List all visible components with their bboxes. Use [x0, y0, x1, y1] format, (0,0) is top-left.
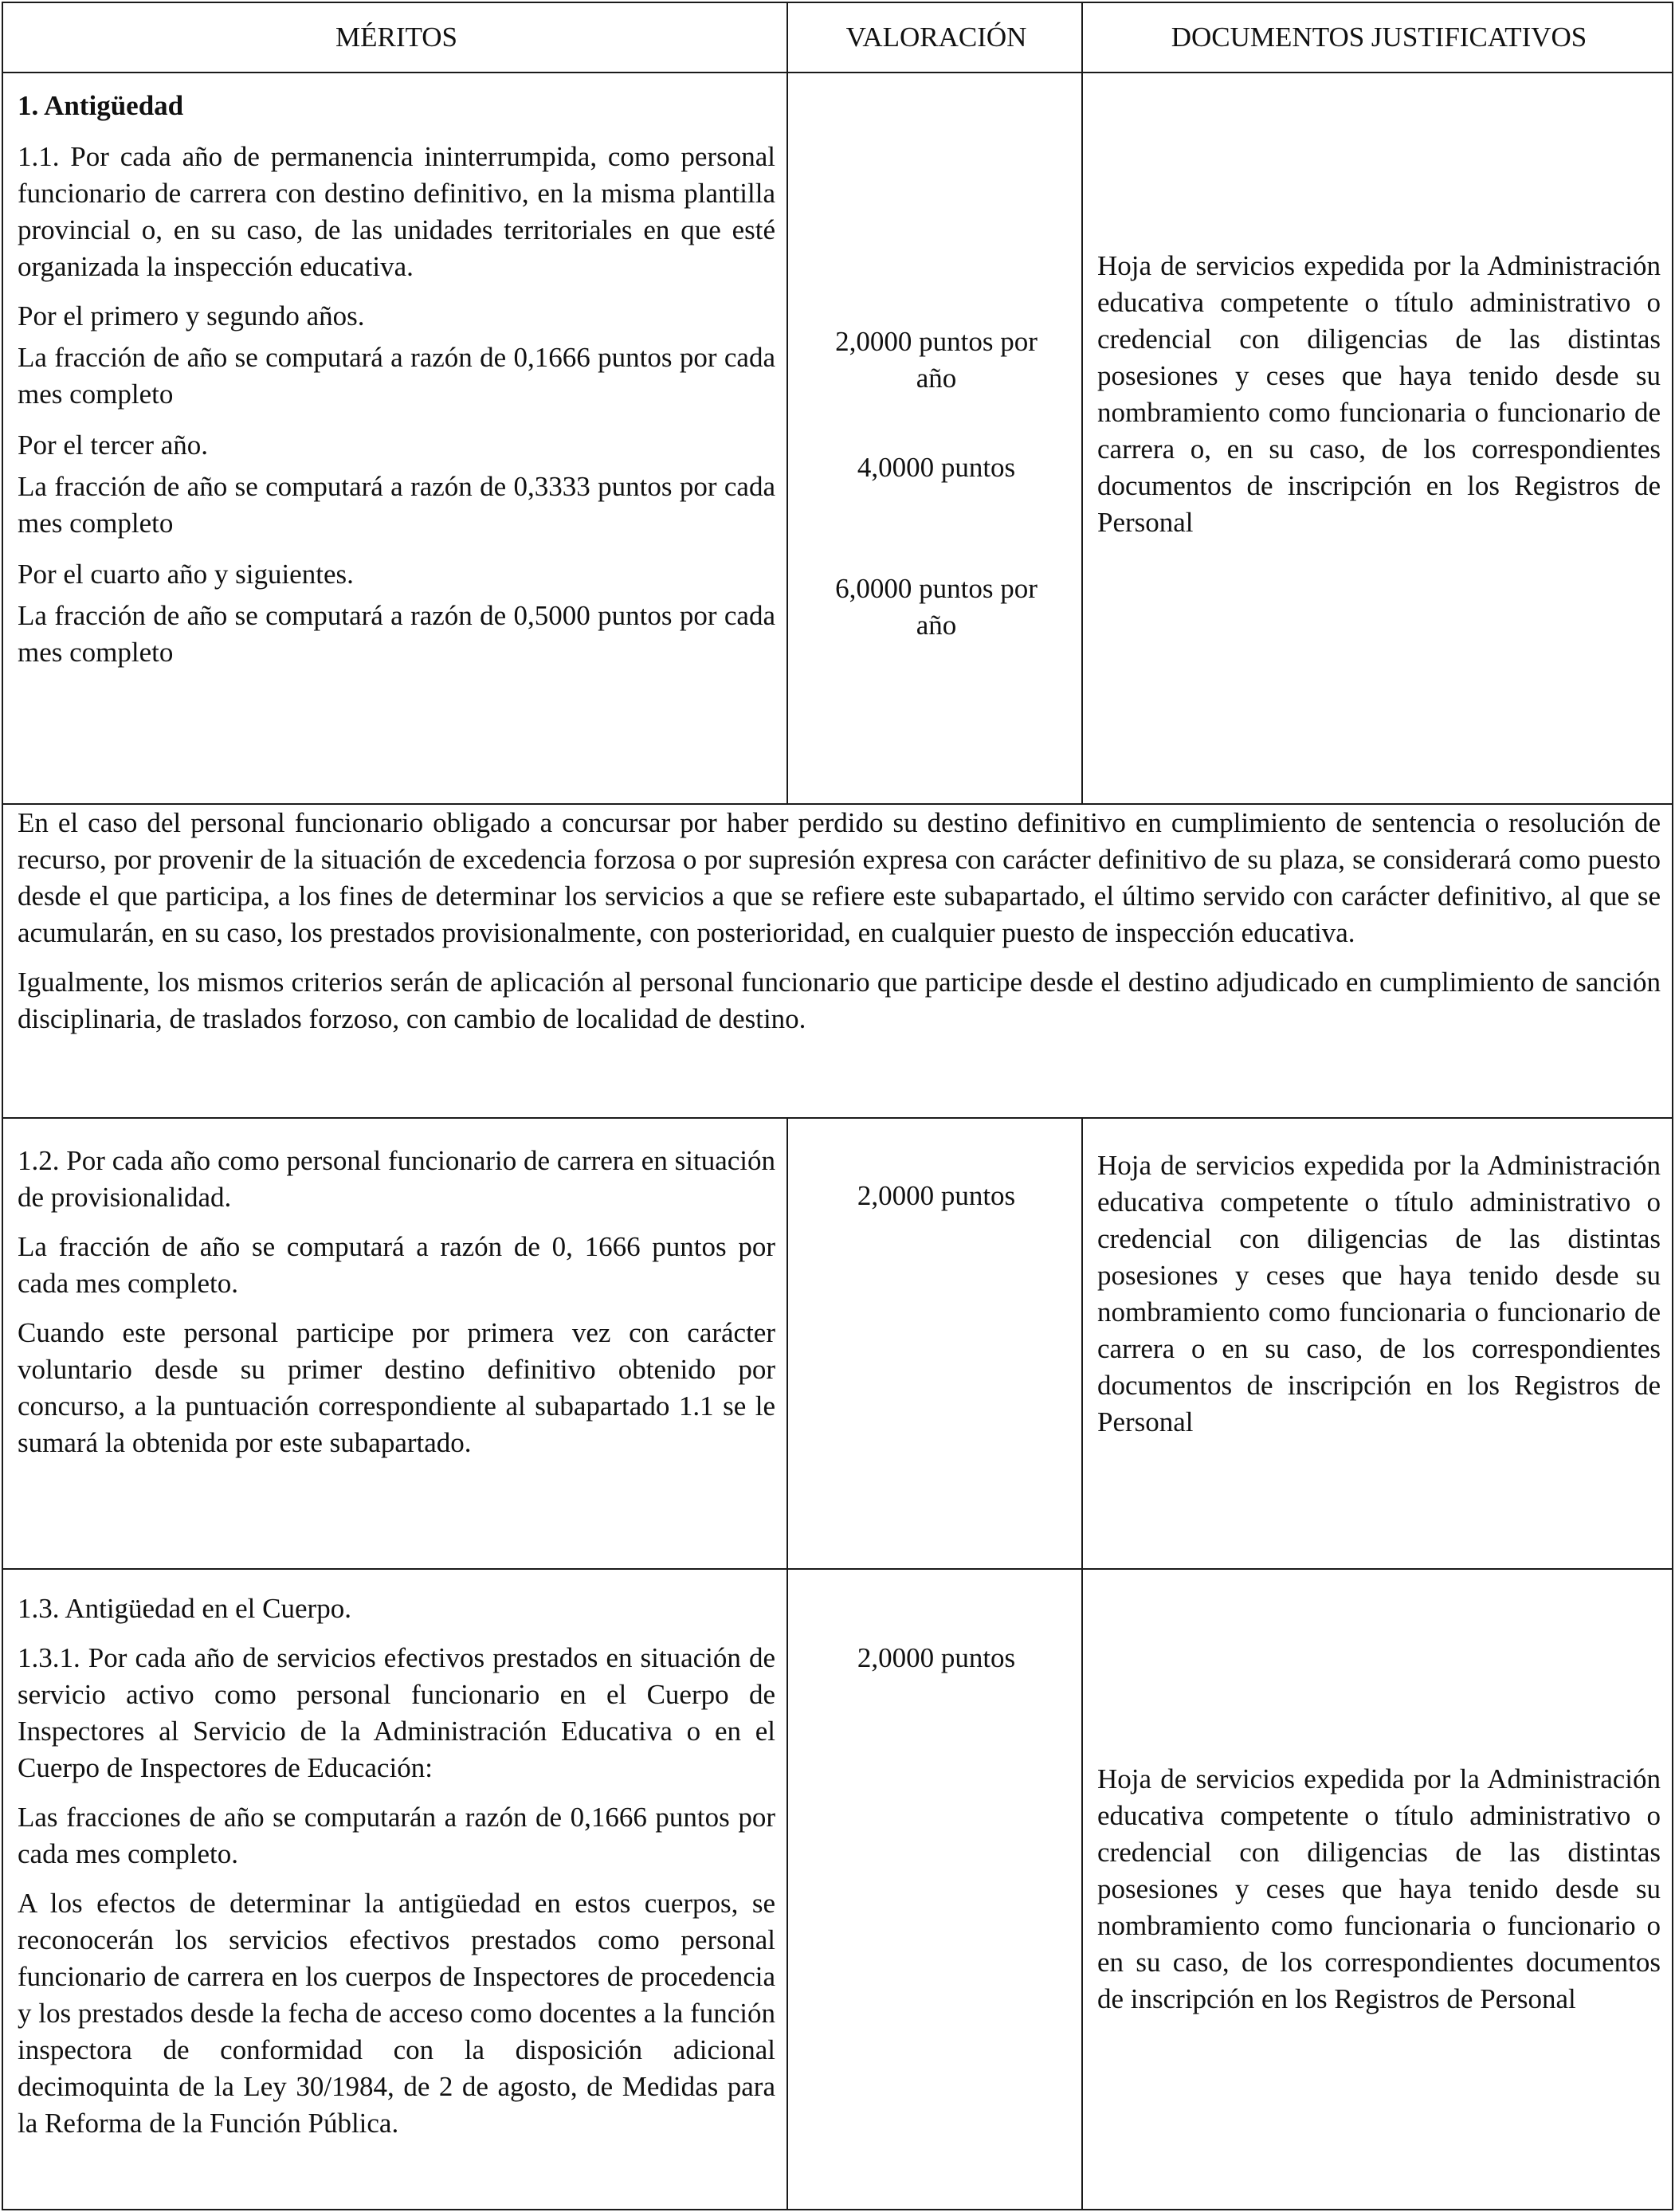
paragraph-1-3-1: 1.3.1. Por cada año de servicios efectivos prestados en situación de servicio activo como personal funcionario en el Cuerpo de Inspectores al Servicio de la Administración Educativa o en el Cuerpo de Inspectores de Educación:: [18, 1642, 775, 1783]
fourth-year: Por el cuarto año y siguientes.: [18, 559, 354, 590]
paragraph-1-3-fraction: Las fracciones de año se computarán a razón de 0,1666 puntos por cada mes completo.: [18, 1802, 775, 1869]
row-provisionalidad: [2, 1118, 1673, 1569]
first-fraction: La fracción de año se computará a razón de 0,1666 puntos por cada mes completo: [18, 342, 775, 410]
first-years: Por el primero y segundo años.: [18, 300, 365, 331]
val-third-year: 4,0000 puntos: [857, 452, 1016, 483]
paragraph-1-1: 1.1. Por cada año de permanencia ininterrumpida, como personal funcionario de carrera con destino definitivo, en la misma plantilla provincial o, en su caso, de las unidades territoriales en que esté organizada la inspección educativa.: [18, 141, 775, 282]
merits-table: [2, 2, 1673, 2210]
cell-note: [2, 804, 1673, 1118]
row-note: [2, 804, 1673, 1118]
paragraph-1-2-note: Cuando este personal participe por primera vez con carácter voluntario desde su primer destino definitivo obtenido por concurso, a la puntuación correspondiente al subapartado 1.1 se le sumará la obtenida por este subapartado.: [18, 1317, 775, 1458]
third-year: Por el tercer año.: [18, 429, 209, 461]
section-title: 1. Antigüedad: [18, 90, 184, 121]
header-documentos: DOCUMENTOS JUSTIFICATIVOS: [1082, 2, 1673, 73]
cell-meritos-1-2: [2, 1118, 787, 1569]
cell-valoracion-1-1: [787, 73, 1082, 804]
cell-documentos-1-3: [1082, 1569, 1673, 2210]
row-antiguedad: [2, 73, 1673, 804]
fourth-fraction: La fracción de año se computará a razón de 0,5000 puntos por cada mes completo: [18, 600, 775, 668]
docs-1-2: Hoja de servicios expedida por la Administración educativa competente o título administrativo o credencial con diligencias de las distintas posesiones y ceses que haya tenido desde su nombramiento como funcionaria o funcionario de carrera o en su caso, de los correspondientes documentos de inscripción en los Registros de Personal: [1097, 1150, 1661, 1437]
paragraph-1-2: 1.2. Por cada año como personal funcionario de carrera en situación de provisionalidad.: [18, 1145, 775, 1213]
cell-meritos-1-1: [2, 73, 787, 804]
section-1-3-title: 1.3. Antigüedad en el Cuerpo.: [18, 1593, 351, 1624]
paragraph-1-2-fraction: La fracción de año se computará a razón de 0, 1666 puntos por cada mes completo.: [18, 1231, 775, 1299]
paragraph-1-3-recognition: A los efectos de determinar la antigüedad en estos cuerpos, se reconocerán los servicios efectivos prestados como personal funcionario de carrera en los cuerpos de Inspectores de procedencia y los prestados desde la fecha de acceso como docentes a la función inspectora de conformidad con la disposición adicional decimoquinta de la Ley 30/1984, de 2 de agosto, de Medidas para la Reforma de la Función Pública.: [18, 1888, 775, 2139]
docs-1-1: Hoja de servicios expedida por la Administración educativa competente o título administrativo o credencial con diligencias de las distintas posesiones y ceses que haya tenido desde su nombramiento como funcionaria o funcionario de carrera o, en su caso, de los correspondientes documentos de inscripción en los Registros de Personal: [1097, 250, 1661, 538]
note-paragraph-1: En el caso del personal funcionario obligado a concursar por haber perdido su destino definitivo en cumplimiento de sentencia o resolución de recurso, por provenir de la situación de excedencia forzosa o por supresión expresa con carácter definitivo de su plaza, se considerará como puesto desde el que participa, a los fines de determinar los servicios a que se refiere este subapartado, el último servido con carácter definitivo, al que se acumularán, en su caso, los prestados provisionalmente, con posterioridad, en cualquier puesto de inspección educativa.: [18, 807, 1661, 948]
val-first-years: 2,0000 puntos por año: [835, 326, 1038, 394]
header-meritos: MÉRITOS: [2, 2, 787, 73]
cell-documentos-1-1: [1082, 73, 1673, 804]
note-paragraph-2: Igualmente, los mismos criterios serán de aplicación al personal funcionario que participe desde el destino adjudicado en cumplimiento de sanción disciplinaria, de traslados forzoso, con cambio de localidad de destino.: [18, 967, 1661, 1034]
val-1-2: 2,0000 puntos: [857, 1180, 1016, 1211]
val-fourth-year: 6,0000 puntos por año: [835, 573, 1038, 641]
cell-meritos-1-3: [2, 1569, 787, 2210]
val-1-3: 2,0000 puntos: [857, 1642, 1016, 1673]
cell-valoracion-1-2: [787, 1118, 1082, 1569]
third-fraction: La fracción de año se computará a razón de 0,3333 puntos por cada mes completo: [18, 471, 775, 539]
header-valoracion: VALORACIÓN: [787, 2, 1082, 73]
cell-documentos-1-2: [1082, 1118, 1673, 1569]
header-row: [2, 2, 1673, 73]
docs-1-3: Hoja de servicios expedida por la Administración educativa competente o título administrativo o credencial con diligencias de las distintas posesiones y ceses que haya tenido desde su nombramiento como funcionaria o funcionario o en su caso, de los correspondientes documentos de inscripción en los Registros de Personal: [1097, 1763, 1661, 2014]
row-cuerpo: [2, 1569, 1673, 2210]
cell-valoracion-1-3: [787, 1569, 1082, 2210]
